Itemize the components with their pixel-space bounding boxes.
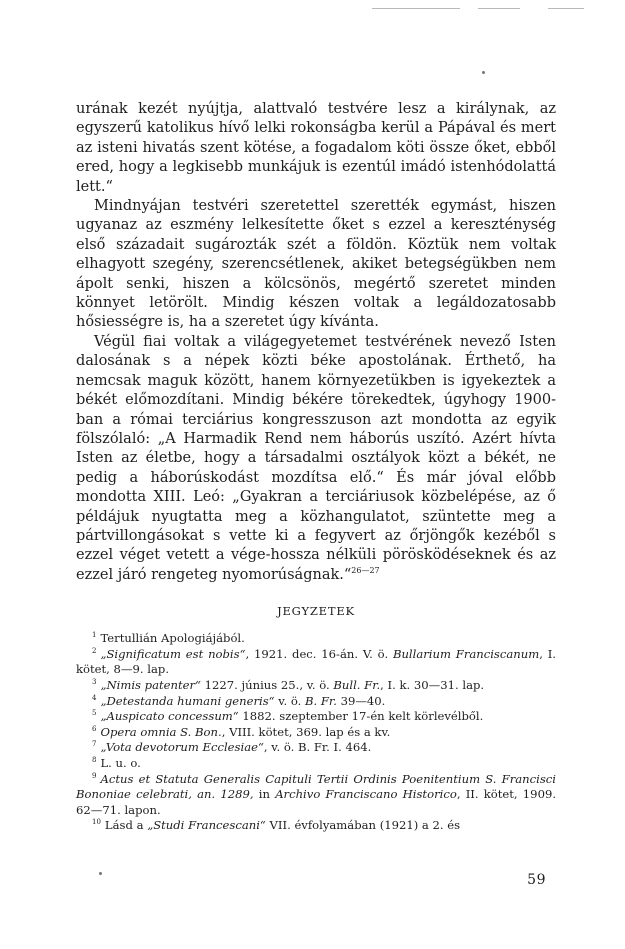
book-page	[76, 100, 556, 834]
main-text	[76, 100, 556, 585]
footnote-number: 4	[92, 693, 97, 702]
footnotes	[76, 631, 556, 834]
footnote-number: 7	[92, 740, 97, 749]
footnote	[76, 740, 556, 756]
footnote-number: 3	[92, 677, 97, 686]
footnote	[76, 694, 556, 710]
notes-heading: JEGYZETEK	[277, 604, 355, 619]
footnote-italic: „Detestanda humani generis“	[100, 693, 275, 708]
footnote-text: 1882. szeptember 17-én kelt körlevélből.	[238, 709, 484, 724]
footnote-text: 39—40.	[336, 693, 386, 708]
footnote-text: Tertullián Apologiájából.	[100, 631, 245, 646]
footnote-text: , I. kötet, 8—9. lap.	[76, 646, 556, 677]
footnote	[76, 772, 556, 819]
footnote	[76, 709, 556, 725]
footnote	[76, 818, 556, 834]
footnote-text: VII. évfolyamában (1921) a 2. és	[265, 818, 461, 833]
footnote-text: , II. kötet, 1909. 62—71. lapon.	[76, 787, 557, 817]
footnote-number: 10	[92, 818, 101, 827]
footnote	[76, 647, 556, 678]
footnote-italic: Bullarium Franciscanum	[392, 646, 540, 661]
footnote-text: , I. k. 30—31. lap.	[380, 677, 485, 692]
footnote-italic: Actus et Statuta Generalis Capituli Tertii Ordinis Poenitentium S. Francisci Bononiae celebrati, an. 1289,	[76, 771, 556, 802]
print-speck	[482, 71, 485, 74]
footnote-italic: „Significatum est nobis“	[100, 646, 246, 661]
paragraph-2: Mindnyájan testvéri szeretettel szerették egymást, hiszen ugyanaz az eszmény lelkesítette őket s ezzel a kereszténység első századait sugározták szét a földön. Köztük nem voltak elhagyott szegény, szerencsétlenek, akiket betegségükben nem ápolt senki, hiszen a kölcsönös, megértő szeretet minden könnyet letörölt. Mindig készen voltak a legáldozatosabb hősiességre is, ha a szeretet úgy kívánta.	[76, 198, 556, 331]
footnote-text: , VIII. kötet, 369. lap és a kv.	[221, 724, 391, 739]
footnote-number: 2	[92, 646, 97, 655]
footnote-text: Lásd a	[104, 818, 148, 833]
footnote-text: v. ö.	[274, 693, 305, 708]
footnote-number: 8	[92, 755, 97, 764]
footnote-text: , 1921. dec. 16-án. V. ö.	[245, 646, 393, 661]
footnote	[76, 631, 556, 647]
footnote-italic: „Vota devotorum Ecclesiae“	[100, 740, 264, 755]
footnote-reference: 26—27	[351, 565, 380, 575]
top-edge-rule	[372, 8, 460, 9]
footnote-text: , v. ö. B. Fr. I. 464.	[263, 740, 372, 755]
footnote-text: in	[253, 787, 276, 802]
footnote-italic: „Studi Francescani“	[147, 818, 266, 833]
footnote-italic: Archivo Franciscano Historico	[275, 787, 457, 802]
top-edge-rule	[548, 8, 584, 9]
paragraph-3	[76, 333, 556, 585]
footnote-italic: Bull. Fr.	[333, 677, 381, 692]
top-edge-rule	[478, 8, 520, 9]
footnote-text: 1227. június 25., v. ö.	[200, 677, 334, 692]
footnote	[76, 678, 556, 694]
paragraph-3-text: Végül fiai voltak a világegyetemet testvérének nevező Isten dalosának s a népek közti béke apostolának. Érthető, ha nemcsak maguk között, hanem környezetükben is igyekeztek a békét előmozdítani. Mindig békére törekedtek, úgyhogy 1900-ban a római terciárius kongresszuson azt mondotta az egyik fölszólaló: „A Harmadik Rend nem háborús uszító. Azért hívta Isten az életbe, hogy a társadalmi osztályok közt a békét, ne pedig a háborúskodást mozdítsa elő.“ És már jóval előbb mondotta XIII. Leó: „Gyakran a terciáriusok közbelépése, az ő példájuk nyugtatta meg a közhangulatot, szüntette meg a pártvillongásokat s vette ki a fegyvert az őrjöngők kezéből s ezzel véget vetett a vége-hossza nélküli pörösködéseknek és az ezzel járó rengeteg nyomorúságnak.“	[76, 333, 556, 583]
footnote	[76, 756, 556, 772]
footnote-text: L. u. o.	[100, 755, 141, 770]
paragraph-1: urának kezét nyújtja, alattvaló testvére lesz a királynak, az egyszerű katolikus hívő lelki rokonságba kerül a Pápával és mert az isteni hivatás szent kötése, a fogadalom köti össze őket, ebből ered, hogy a legkisebb munkájuk is ezentúl imádó istenhódolattá lett.“	[76, 101, 556, 195]
footnote-italic: „Nimis patenter“	[100, 677, 201, 692]
footnote-number: 1	[92, 631, 97, 640]
footnote-italic: „Auspicato concessum“	[100, 709, 239, 724]
footnote-italic: Opera omnia S. Bon.	[100, 724, 222, 739]
page-number: 59	[527, 872, 546, 888]
footnote-number: 6	[92, 724, 97, 733]
footnote-number: 9	[92, 771, 97, 780]
footnote-number: 5	[92, 709, 97, 718]
print-speck	[99, 872, 102, 875]
footnote-italic: B. Fr.	[305, 693, 337, 708]
footnote	[76, 725, 556, 741]
